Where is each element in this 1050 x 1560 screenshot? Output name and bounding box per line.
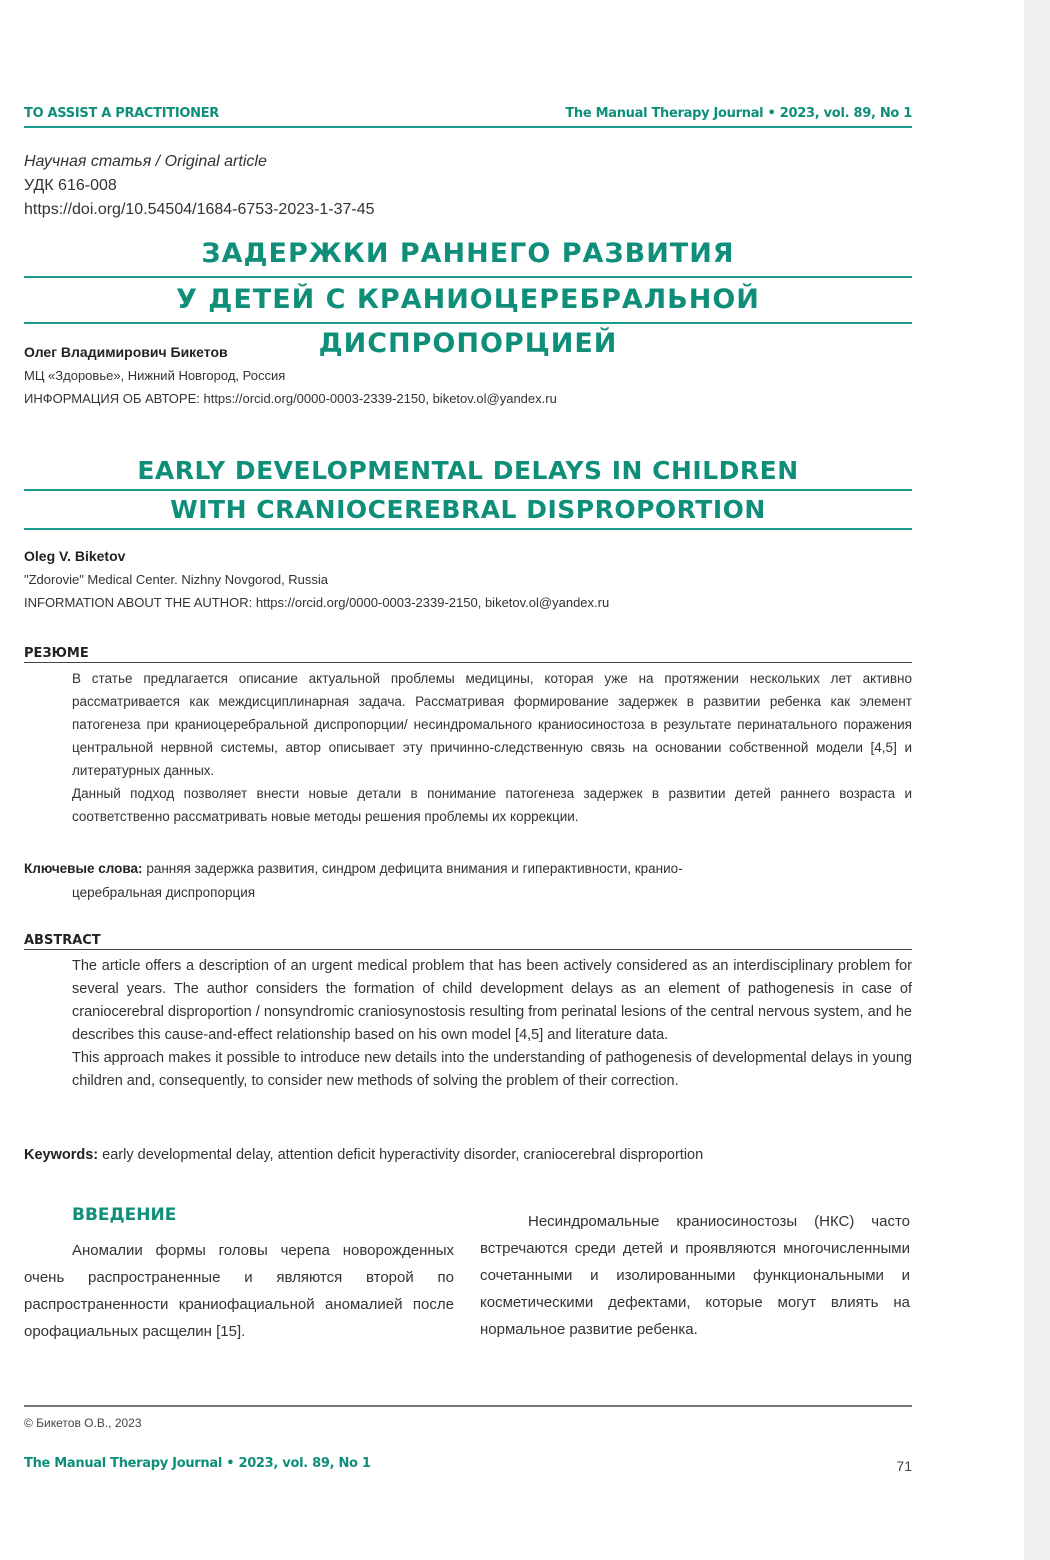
article-page	[24, 0, 912, 1560]
intro-heading: ВВЕДЕНИЕ	[72, 1205, 177, 1225]
footer-divider	[24, 1405, 912, 1407]
footer-journal: The Manual Therapy Journal • 2023, vol. 89, No 1	[24, 1456, 371, 1471]
rezume-body	[72, 667, 912, 828]
article-type-en: Original article	[164, 153, 267, 170]
author-en-info[interactable]: INFORMATION ABOUT THE AUTHOR: https://orcid.org/0000-0003-2339-2150, biketov.ol@yandex.ru	[24, 595, 610, 610]
page-number: 71	[896, 1458, 912, 1474]
author-ru-info[interactable]: ИНФОРМАЦИЯ ОБ АВТОРЕ: https://orcid.org/0000-0003-2339-2150, biketov.ol@yandex.ru	[24, 391, 557, 406]
copyright: © Бикетов О.В., 2023	[24, 1416, 142, 1430]
author-en-name: Oleg V. Biketov	[24, 548, 126, 564]
title-ru-line2: У ДЕТЕЙ С КРАНИОЦЕРЕБРАЛЬНОЙ ДИСПРОПОРЦИЕЙ	[24, 278, 912, 324]
author-en	[24, 548, 912, 610]
udk: УДК 616-008	[24, 177, 117, 194]
rezume-paragraph-2: Данный подход позволяет внести новые детали в понимание патогенеза задержек в развитии детей раннего возраста и соответственно рассматривать новые методы решения проблемы их коррекции.	[72, 786, 912, 824]
header-section: TO ASSIST A PRACTITIONER	[24, 106, 219, 121]
running-header	[24, 104, 912, 128]
abstract-paragraph-2: This approach makes it possible to introduce new details into the understanding of pathogenesis of developmental delays in young children and, consequently, to consider new methods of solving the problem of their correction.	[72, 1050, 912, 1089]
rezume-label: РЕЗЮМЕ	[24, 646, 912, 663]
article-type-ru: Научная статья	[24, 153, 152, 170]
doi-link[interactable]: https://doi.org/10.54504/1684-6753-2023-1-37-45	[24, 201, 375, 218]
title-ru-line1: ЗАДЕРЖКИ РАННЕГО РАЗВИТИЯ	[24, 232, 912, 278]
article-meta	[24, 150, 374, 222]
author-ru-affiliation: МЦ «Здоровье», Нижний Новгород, Россия	[24, 368, 286, 383]
author-ru	[24, 344, 912, 406]
intro-column-right: Несиндромальные краниосиностозы (НКС) часто встречаются среди детей и проявляются многочисленными сочетанными и изолированными функциональными и косметическими дефектами, которые могут влиять на нормальное развитие ребенка.	[480, 1213, 910, 1338]
keywords-en-text: early developmental delay, attention deficit hyperactivity disorder, craniocerebral disproportion	[102, 1147, 704, 1163]
intro-column-left: Аномалии формы головы черепа новорожденных очень распространенные и являются второй по распространенности краниофациальной аномалией после орофациальных расщелин [15].	[24, 1242, 454, 1340]
keywords-ru	[24, 857, 912, 905]
title-en	[24, 452, 912, 530]
keywords-ru-line2: церебральная диспропорция	[72, 885, 256, 900]
rezume-paragraph-1: В статье предлагается описание актуальной проблемы медицины, которая уже на протяжении нескольких лет активно рассматривается как междисциплинарная задача. Рассматривая формирование задержек в развитии ребенка как элемент патогенеза при краниоцеребральной диспропорции/ несиндромального краниосиностоза в результате перинатального поражения центральной нервной системы, автор описывает эту причинно-следственную связь на основании собственной модели [4,5] и литературных данных.	[72, 671, 912, 778]
abstract-paragraph-1: The article offers a description of an urgent medical problem that has been actively considered as an interdisciplinary problem for several years. The author considers the formation of child development delays as an element of pathogenesis in case of craniocerebral disproportion / nonsyndromic craniosynostosis resulting from perinatal lesions of the central nervous system, and he describes this cause-and-effect relationship based on his own model [4,5] and literature data.	[72, 958, 912, 1043]
keywords-ru-line1: ранняя задержка развития, синдром дефицита внимания и гиперактивности, кранио-	[146, 861, 683, 876]
title-en-line1: EARLY DEVELOPMENTAL DELAYS IN CHILDREN	[24, 452, 912, 491]
abstract-body	[72, 955, 912, 1093]
author-ru-name: Олег Владимирович Бикетов	[24, 344, 228, 360]
keywords-ru-label: Ключевые слова:	[24, 861, 143, 876]
abstract-label: ABSTRACT	[24, 933, 912, 950]
article-type: Научная статья / Original article	[24, 153, 267, 170]
keywords-en	[24, 1143, 912, 1167]
page-margin-strip	[1024, 0, 1050, 1560]
header-journal: The Manual Therapy Journal • 2023, vol. 89, No 1	[565, 106, 912, 121]
title-en-line2: WITH CRANIOCEREBRAL DISPROPORTION	[24, 491, 912, 530]
keywords-en-label: Keywords:	[24, 1147, 99, 1163]
author-en-affiliation: "Zdorovie" Medical Center. Nizhny Novgorod, Russia	[24, 572, 329, 587]
